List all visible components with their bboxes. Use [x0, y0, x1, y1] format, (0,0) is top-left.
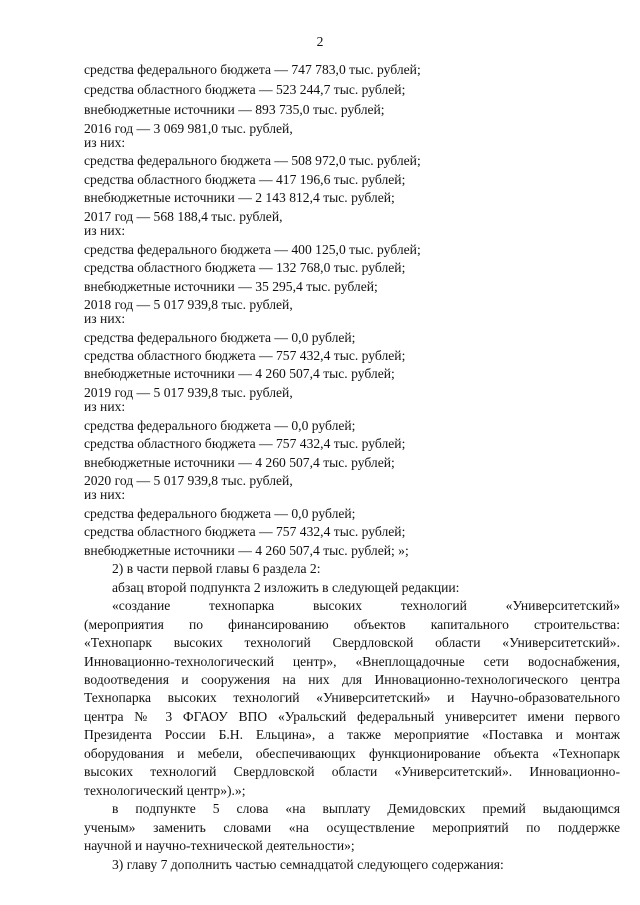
text-line: водоотведения и сооружения на них для Инновационно-технологического центра — [84, 672, 620, 687]
text-line: средства областного бюджета — 757 432,4 тыс. рублей; — [84, 436, 406, 451]
text-line: внебюджетные источники — 893 735,0 тыс. рублей; — [84, 102, 385, 117]
text-line: ученым» заменить словами «на осуществление мероприятий по поддержке — [84, 820, 620, 835]
text-line: 2020 год — 5 017 939,8 тыс. рублей, — [84, 473, 293, 488]
text-line: средства областного бюджета — 132 768,0 тыс. рублей; — [84, 260, 406, 275]
text-line: «создание технопарка высоких технологий «Университетский» — [112, 598, 620, 613]
text-line: Инновационно-технологический центр», «Внеплощадочные сети водоснабжения, — [84, 654, 620, 669]
text-line: средства областного бюджета — 417 196,6 тыс. рублей; — [84, 172, 406, 187]
text-line: 3) главу 7 дополнить частью семнадцатой следующего содержания: — [112, 857, 504, 872]
text-line: (мероприятия по финансированию объектов капитального строительства: — [84, 617, 620, 632]
text-line: из них: — [84, 311, 126, 326]
text-line: внебюджетные источники — 4 260 507,4 тыс. рублей; — [84, 455, 395, 470]
text-line: технологический центр»).»; — [84, 783, 246, 798]
text-line: высоких технологий Свердловской области «Университетский». Инновационно- — [84, 764, 620, 779]
text-line: средства федерального бюджета — 0,0 рублей; — [84, 506, 356, 521]
text-line: средства областного бюджета — 757 432,4 тыс. рублей; — [84, 348, 406, 363]
text-line: Президента России Б.Н. Ельцина», а также мероприятие «Поставка и монтаж — [84, 727, 620, 742]
text-line: 2018 год — 5 017 939,8 тыс. рублей, — [84, 297, 293, 312]
text-line: внебюджетные источники — 2 143 812,4 тыс. рублей; — [84, 190, 395, 205]
text-line: средства областного бюджета — 523 244,7 тыс. рублей; — [84, 82, 406, 97]
text-line: Технопарка высоких технологий «Университетский» и Научно-образовательного — [84, 690, 620, 705]
text-line: абзац второй подпункта 2 изложить в следующей редакции: — [112, 580, 460, 595]
text-line: 2016 год — 3 069 981,0 тыс. рублей, — [84, 121, 293, 136]
text-line: средства федерального бюджета — 747 783,0 тыс. рублей; — [84, 62, 421, 77]
text-line: из них: — [84, 223, 126, 238]
text-line: 2019 год — 5 017 939,8 тыс. рублей, — [84, 385, 293, 400]
text-line: 2017 год — 568 188,4 тыс. рублей, — [84, 209, 283, 224]
text-line: внебюджетные источники — 4 260 507,4 тыс. рублей; — [84, 366, 395, 381]
text-line: средства федерального бюджета — 0,0 рублей; — [84, 330, 356, 345]
text-line: внебюджетные источники — 4 260 507,4 тыс. рублей; »; — [84, 543, 409, 558]
text-line: из них: — [84, 487, 126, 502]
page-number: 2 — [316, 34, 324, 49]
text-line: оборудования и мебели, обеспечивающих функционирование объекта «Технопарк — [84, 746, 620, 761]
text-line: «Технопарк высоких технологий Свердловской области «Университетский». — [84, 635, 620, 650]
text-line: 2) в части первой главы 6 раздела 2: — [112, 561, 321, 576]
text-line: средства федерального бюджета — 508 972,0 тыс. рублей; — [84, 153, 421, 168]
text-line: из них: — [84, 135, 126, 150]
text-line: внебюджетные источники — 35 295,4 тыс. рублей; — [84, 279, 378, 294]
text-line: средства федерального бюджета — 0,0 рублей; — [84, 418, 356, 433]
text-line: в подпункте 5 слова «на выплату Демидовских премий выдающимся — [112, 801, 620, 816]
text-line: средства областного бюджета — 757 432,4 тыс. рублей; — [84, 524, 406, 539]
text-line: центра № 3 ФГАОУ ВПО «Уральский федеральный университет имени первого — [84, 709, 620, 724]
text-line: средства федерального бюджета — 400 125,0 тыс. рублей; — [84, 242, 421, 257]
text-line: из них: — [84, 399, 126, 414]
text-line: научной и научно-технической деятельности»; — [84, 838, 355, 853]
